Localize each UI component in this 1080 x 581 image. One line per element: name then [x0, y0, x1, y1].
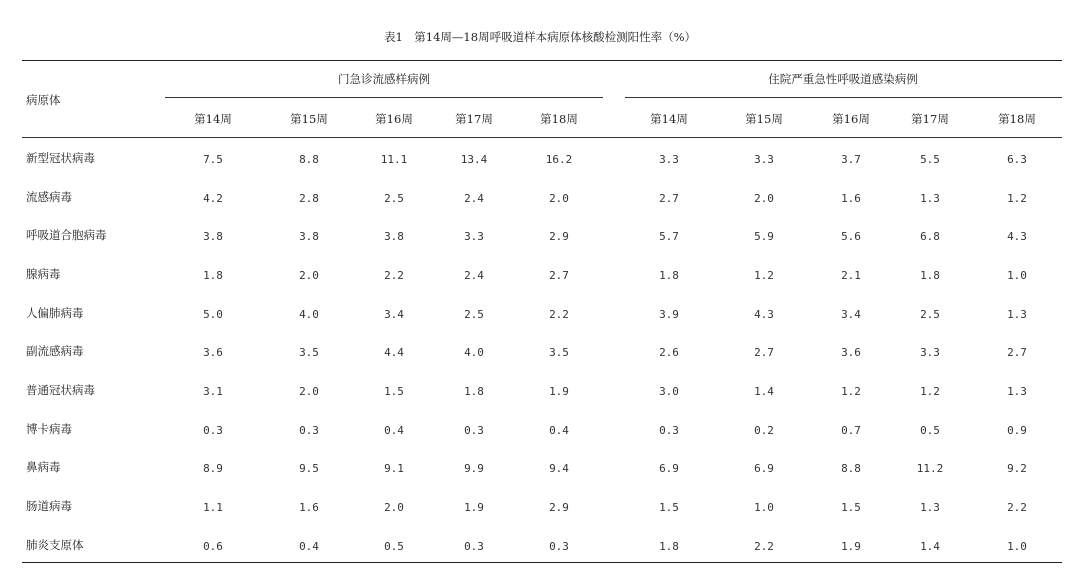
week-header: 第18周	[998, 112, 1036, 126]
positivity-rate-cell: 9.1	[384, 462, 404, 475]
positivity-rate-cell: 1.8	[659, 540, 679, 553]
positivity-rate-cell: 4.4	[384, 346, 404, 359]
positivity-rate-cell: 1.2	[754, 269, 774, 282]
positivity-rate-cell: 2.9	[549, 230, 569, 243]
positivity-rate-cell: 1.8	[659, 269, 679, 282]
positivity-rate-cell: 3.3	[464, 230, 484, 243]
week-header: 第18周	[540, 112, 578, 126]
positivity-rate-cell: 3.5	[299, 346, 319, 359]
positivity-rate-cell: 11.2	[916, 462, 944, 475]
positivity-rate-cell: 0.5	[384, 540, 404, 553]
positivity-rate-cell: 1.8	[464, 385, 484, 398]
positivity-rate-cell: 0.2	[754, 424, 774, 437]
positivity-rate-cell: 2.0	[384, 501, 404, 514]
positivity-rate-cell: 1.5	[384, 385, 404, 398]
positivity-rate-cell: 1.6	[299, 501, 319, 514]
week-header: 第17周	[455, 112, 493, 126]
week-header: 第14周	[194, 112, 232, 126]
positivity-rate-cell: 3.8	[299, 230, 319, 243]
positivity-rate-cell: 1.3	[1007, 385, 1027, 398]
row-header: 病原体	[26, 93, 61, 107]
positivity-rate-cell: 2.7	[659, 192, 679, 205]
positivity-rate-cell: 0.3	[464, 540, 484, 553]
week-header: 第17周	[911, 112, 949, 126]
positivity-rate-cell: 2.2	[549, 308, 569, 321]
pathogen-name: 新型冠状病毒	[26, 151, 95, 165]
positivity-rate-cell: 1.8	[920, 269, 940, 282]
positivity-rate-cell: 1.9	[549, 385, 569, 398]
positivity-rate-cell: 1.2	[1007, 192, 1027, 205]
positivity-rate-cell: 4.0	[299, 308, 319, 321]
positivity-rate-cell: 0.3	[549, 540, 569, 553]
positivity-rate-cell: 3.8	[203, 230, 223, 243]
positivity-rate-cell: 3.4	[384, 308, 404, 321]
positivity-rate-cell: 0.4	[384, 424, 404, 437]
positivity-rate-cell: 6.3	[1007, 153, 1027, 166]
positivity-rate-cell: 1.3	[920, 501, 940, 514]
positivity-rate-cell: 5.6	[841, 230, 861, 243]
positivity-rate-cell: 0.7	[841, 424, 861, 437]
positivity-rate-cell: 3.8	[384, 230, 404, 243]
positivity-rate-cell: 2.5	[920, 308, 940, 321]
group-header-outpatient: 门急诊流感样病例	[338, 72, 430, 86]
positivity-rate-cell: 0.9	[1007, 424, 1027, 437]
positivity-rate-cell: 2.6	[659, 346, 679, 359]
positivity-rate-cell: 9.4	[549, 462, 569, 475]
pathogen-name: 普通冠状病毒	[26, 383, 95, 397]
positivity-rate-cell: 2.0	[299, 385, 319, 398]
positivity-rate-cell: 1.9	[841, 540, 861, 553]
pathogen-name: 博卡病毒	[26, 422, 72, 436]
table-caption: 表1 第14周—18周呼吸道样本病原体核酸检测阳性率（%）	[383, 30, 696, 44]
pathogen-name: 副流感病毒	[26, 344, 84, 358]
positivity-rate-cell: 3.5	[549, 346, 569, 359]
positivity-rate-cell: 2.2	[754, 540, 774, 553]
positivity-rate-cell: 6.9	[754, 462, 774, 475]
positivity-rate-cell: 2.4	[464, 269, 484, 282]
positivity-rate-cell: 2.0	[549, 192, 569, 205]
positivity-rate-cell: 1.5	[659, 501, 679, 514]
positivity-rate-cell: 3.3	[659, 153, 679, 166]
positivity-rate-cell: 2.4	[464, 192, 484, 205]
positivity-rate-cell: 3.3	[754, 153, 774, 166]
positivity-rate-cell: 9.5	[299, 462, 319, 475]
positivity-rate-cell: 8.8	[841, 462, 861, 475]
positivity-rate-cell: 0.3	[299, 424, 319, 437]
positivity-rate-cell: 8.9	[203, 462, 223, 475]
pathogen-name: 鼻病毒	[26, 460, 61, 474]
pathogen-name: 肺炎支原体	[26, 538, 84, 552]
positivity-rate-cell: 0.3	[464, 424, 484, 437]
pathogen-name: 人偏肺病毒	[26, 306, 84, 320]
positivity-rate-cell: 2.9	[549, 501, 569, 514]
week-header: 第15周	[290, 112, 328, 126]
positivity-rate-cell: 1.4	[754, 385, 774, 398]
group-rule-outpatient	[165, 97, 603, 98]
pathogen-name: 肠道病毒	[26, 499, 72, 513]
group-header-inpatient: 住院严重急性呼吸道感染病例	[768, 72, 918, 86]
positivity-rate-cell: 2.7	[1007, 346, 1027, 359]
positivity-rate-cell: 2.2	[1007, 501, 1027, 514]
positivity-rate-cell: 6.8	[920, 230, 940, 243]
positivity-rate-cell: 1.6	[841, 192, 861, 205]
positivity-rate-cell: 2.1	[841, 269, 861, 282]
group-rule-inpatient	[625, 97, 1062, 98]
positivity-rate-cell: 3.3	[920, 346, 940, 359]
positivity-rate-cell: 1.3	[920, 192, 940, 205]
positivity-rate-cell: 4.3	[1007, 230, 1027, 243]
positivity-rate-cell: 3.7	[841, 153, 861, 166]
positivity-rate-cell: 13.4	[460, 153, 488, 166]
positivity-rate-cell: 8.8	[299, 153, 319, 166]
positivity-rate-cell: 0.4	[549, 424, 569, 437]
positivity-rate-cell: 3.6	[203, 346, 223, 359]
week-header: 第15周	[745, 112, 783, 126]
positivity-rate-cell: 5.0	[203, 308, 223, 321]
positivity-rate-cell: 2.2	[384, 269, 404, 282]
positivity-rate-cell: 1.8	[203, 269, 223, 282]
positivity-rate-cell: 2.7	[754, 346, 774, 359]
top-rule	[22, 60, 1062, 61]
positivity-rate-cell: 9.2	[1007, 462, 1027, 475]
positivity-rate-cell: 1.9	[464, 501, 484, 514]
positivity-rate-cell: 0.6	[203, 540, 223, 553]
positivity-rate-cell: 6.9	[659, 462, 679, 475]
header-bottom-rule	[22, 137, 1062, 138]
positivity-rate-cell: 1.3	[1007, 308, 1027, 321]
positivity-rate-cell: 1.0	[1007, 540, 1027, 553]
pathogen-name: 腺病毒	[26, 267, 61, 281]
positivity-rate-cell: 16.2	[545, 153, 573, 166]
positivity-rate-cell: 3.1	[203, 385, 223, 398]
positivity-rate-cell: 1.0	[754, 501, 774, 514]
positivity-rate-cell: 2.5	[464, 308, 484, 321]
week-header: 第16周	[375, 112, 413, 126]
positivity-rate-cell: 2.7	[549, 269, 569, 282]
positivity-rate-cell: 2.0	[754, 192, 774, 205]
positivity-rate-cell: 0.3	[659, 424, 679, 437]
positivity-rate-cell: 2.5	[384, 192, 404, 205]
positivity-rate-cell: 1.1	[203, 501, 223, 514]
week-header: 第14周	[650, 112, 688, 126]
positivity-rate-cell: 0.3	[203, 424, 223, 437]
positivity-rate-cell: 5.9	[754, 230, 774, 243]
positivity-rate-cell: 3.9	[659, 308, 679, 321]
positivity-rate-cell: 0.5	[920, 424, 940, 437]
positivity-rate-cell: 1.2	[841, 385, 861, 398]
bottom-rule	[22, 562, 1062, 563]
pathogen-name: 流感病毒	[26, 190, 72, 204]
positivity-rate-cell: 1.0	[1007, 269, 1027, 282]
positivity-rate-cell: 3.0	[659, 385, 679, 398]
positivity-rate-cell: 5.7	[659, 230, 679, 243]
positivity-rate-cell: 4.0	[464, 346, 484, 359]
pathogen-name: 呼吸道合胞病毒	[26, 228, 107, 242]
positivity-rate-cell: 1.2	[920, 385, 940, 398]
positivity-rate-cell: 1.5	[841, 501, 861, 514]
positivity-rate-cell: 9.9	[464, 462, 484, 475]
positivity-rate-cell: 4.3	[754, 308, 774, 321]
positivity-rate-cell: 0.4	[299, 540, 319, 553]
positivity-rate-cell: 7.5	[203, 153, 223, 166]
positivity-rate-cell: 5.5	[920, 153, 940, 166]
positivity-rate-cell: 4.2	[203, 192, 223, 205]
positivity-rate-cell: 2.8	[299, 192, 319, 205]
positivity-rate-cell: 3.4	[841, 308, 861, 321]
positivity-rate-cell: 2.0	[299, 269, 319, 282]
week-header: 第16周	[832, 112, 870, 126]
positivity-rate-cell: 11.1	[380, 153, 408, 166]
positivity-rate-cell: 1.4	[920, 540, 940, 553]
positivity-rate-cell: 3.6	[841, 346, 861, 359]
